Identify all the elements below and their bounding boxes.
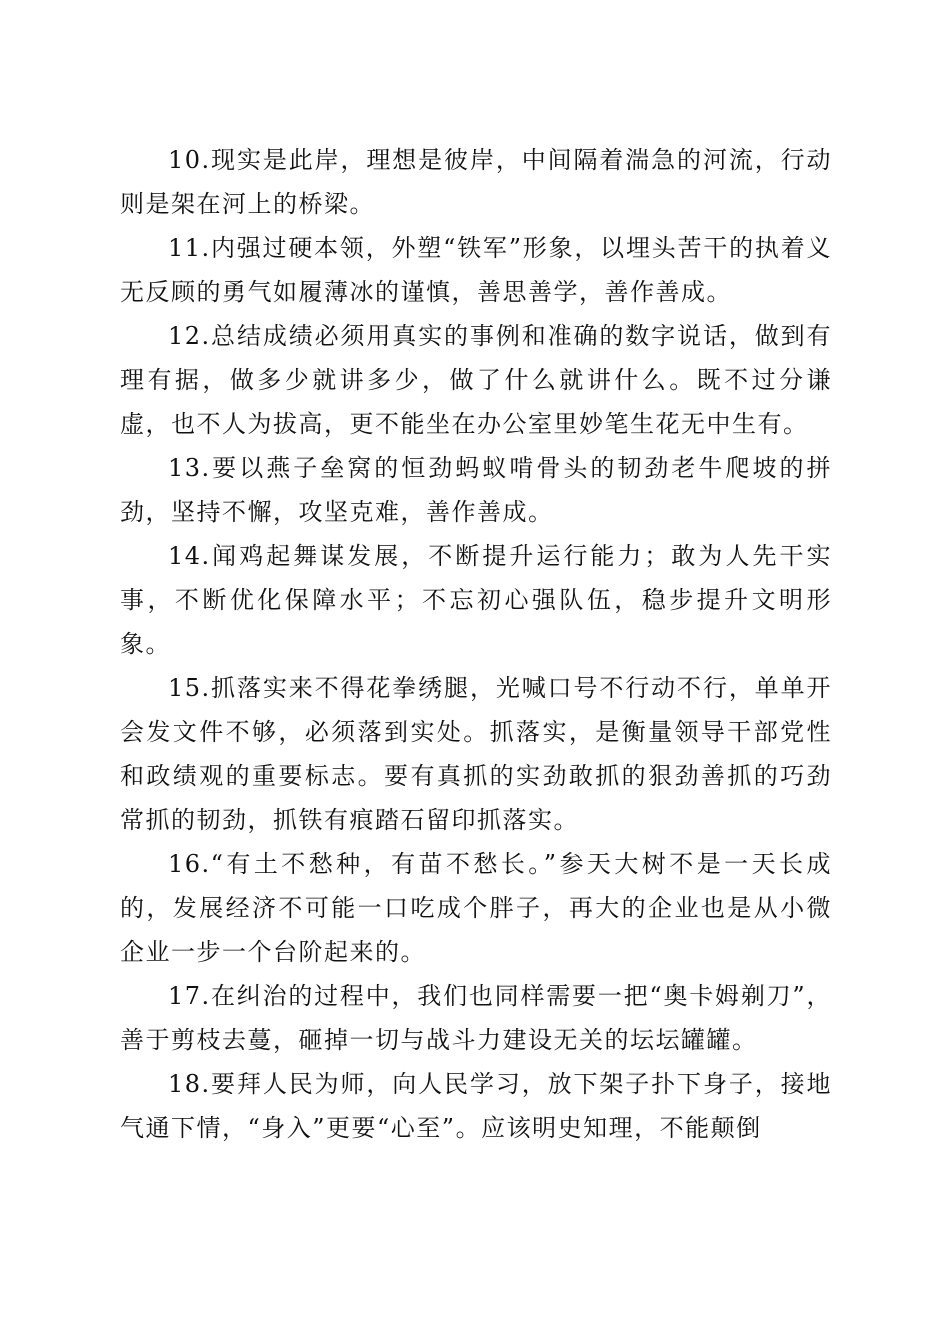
paragraph-10: 10.现实是此岸，理想是彼岸，中间隔着湍急的河流，行动则是架在河上的桥梁。 xyxy=(120,146,832,218)
paragraph-14: 14.闻鸡起舞谋发展，不断提升运行能力；敢为人先干实事，不断优化保障水平；不忘初心强队伍，稳步提升文明形象。 xyxy=(120,542,832,658)
paragraph-17: 17.在纠治的过程中，我们也同样需要一把“奥卡姆剃刀”，善于剪枝去蔓，砸掉一切与战斗力建设无关的坛坛罐罐。 xyxy=(120,982,832,1054)
document-body xyxy=(120,138,832,1150)
paragraph-11: 11.内强过硬本领，外塑“铁军”形象，以埋头苦干的执着义无反顾的勇气如履薄冰的谨慎，善思善学，善作善成。 xyxy=(120,234,832,306)
paragraph-12: 12.总结成绩必须用真实的事例和准确的数字说话，做到有理有据，做多少就讲多少，做了什么就讲什么。既不过分谦虚，也不人为拔高，更不能坐在办公室里妙笔生花无中生有。 xyxy=(120,322,832,438)
paragraph-16: 16.“有土不愁种，有苗不愁长。”参天大树不是一天长成的，发展经济不可能一口吃成个胖子，再大的企业也是从小微企业一步一个台阶起来的。 xyxy=(120,850,832,966)
paragraph-18: 18.要拜人民为师，向人民学习，放下架子扑下身子，接地气通下情，“身入”更要“心至”。应该明史知理，不能颠倒 xyxy=(120,1070,832,1142)
paragraph-13: 13.要以燕子垒窝的恒劲蚂蚁啃骨头的韧劲老牛爬坡的拼劲，坚持不懈，攻坚克难，善作善成。 xyxy=(120,454,832,526)
paragraph-15: 15.抓落实来不得花拳绣腿，光喊口号不行动不行，单单开会发文件不够，必须落到实处。抓落实，是衡量领导干部党性和政绩观的重要标志。要有真抓的实劲敢抓的狠劲善抓的巧劲常抓的韧劲，抓铁有痕踏石留印抓落实。 xyxy=(120,674,832,834)
